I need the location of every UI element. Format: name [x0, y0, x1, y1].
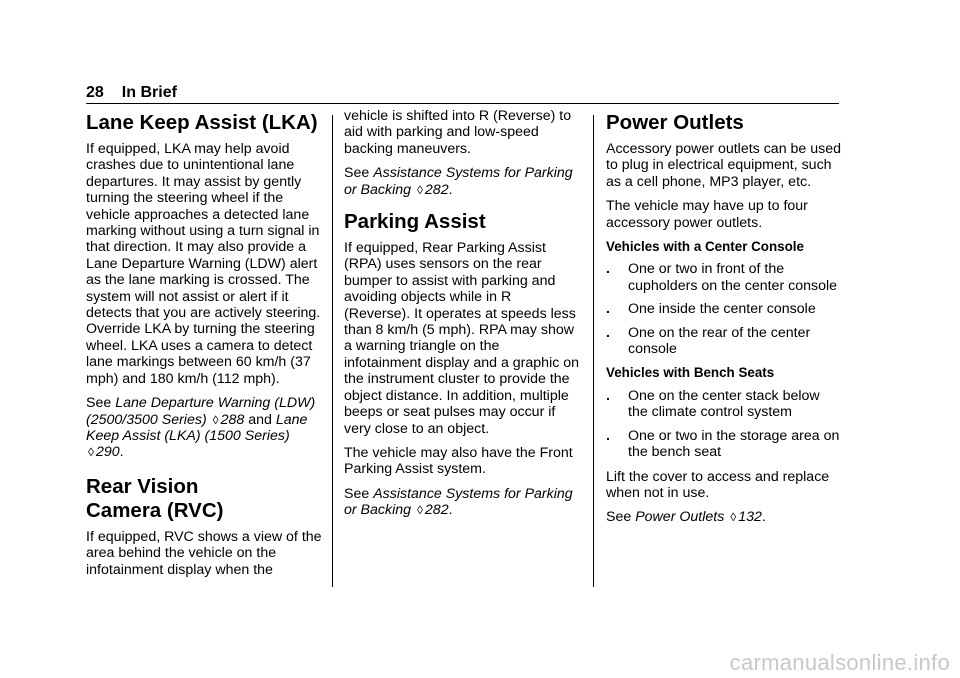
column-2: [344, 108, 580, 527]
list-item: . One or two in the storage area on the bench seat: [606, 427, 840, 461]
ref-ldw-page[interactable]: 288: [220, 411, 245, 428]
rvc-heading: [86, 475, 324, 523]
parking-assist-body: If equipped, Rear Parking Assist (RPA) uses sensors on the rear bumper to assist with parking and avoiding objects while in R (Reverse). It operates at speeds less than 8 km/h (5 mph). RPA may show a warning triangle on the infotainment display and a graphic on the instrument cluster to provide the object distance. In addition, multiple beeps or seat pulses may occur if very close to an object.: [344, 240, 580, 437]
list-item: . One on the rear of the center console: [606, 324, 811, 358]
ref-lka-link[interactable]: Lane Keep Assist (LKA) (1500 Series): [86, 411, 308, 444]
page-ref-icon: ◊: [416, 503, 423, 518]
page-ref-icon: ◊: [88, 445, 94, 460]
see-label: See: [344, 485, 370, 502]
lka-body: If equipped, LKA may help avoid crashes due to unintentional lane departures. It may assist by gently turning the steering wheel if the vehicle approaches a detected lane marking without using a turn signal in that direction. It may also provide a Lane Departure Warning (LDW) alert as the lane marking is crossed. The system will not assist or alert if it detects that you are actively steering. Override LKA by turning the steering wheel. LKA uses a camera to detect lane markings between 60 km/h (37 mph) and 180 km/h (112 mph).: [86, 141, 321, 387]
column-divider-2: [593, 115, 594, 587]
page-header: [86, 84, 177, 102]
header-rule: [86, 103, 839, 104]
see-label: See: [606, 509, 632, 526]
rvc-heading-line2: Camera (RVC): [86, 498, 224, 522]
ref-assist-systems-link[interactable]: Assistance Systems for Parking or Backing: [344, 165, 573, 198]
console-subheading: Vehicles with a Center Console: [606, 239, 804, 255]
ref-ldw-link[interactable]: Lane Departure Warning (LDW) (2500/3500 Series): [86, 395, 316, 428]
power-intro: Accessory power outlets can be used to plug in electrical equipment, such as a cell phone, MP3 player, etc.: [606, 141, 842, 190]
ref-assist-systems-link[interactable]: Assistance Systems for Parking or Backing: [344, 485, 573, 519]
list-item: . One inside the center console: [606, 301, 816, 318]
ref-power-outlets-link[interactable]: Power Outlets: [635, 509, 725, 526]
lka-see-also: See Lane Departure Warning (LDW) (2500/3500 Series) ◊ 288 and Lane Keep Assist (LKA) (1500 Series) ◊ 290.: [86, 395, 316, 461]
parking-assist-heading: Parking Assist: [344, 210, 486, 234]
see-label: See: [344, 165, 370, 182]
parking-see-also: See Assistance Systems for Parking or Backing ◊ 282.: [344, 485, 573, 519]
bullet-icon: .: [606, 387, 610, 404]
column-1: [86, 108, 324, 586]
lka-heading: Lane Keep Assist (LKA): [86, 111, 318, 134]
list-item: . One on the center stack below the climate control system: [606, 387, 820, 421]
bench-list: [606, 388, 842, 461]
rvc-heading-line1: Rear Vision: [86, 474, 199, 498]
console-list: [606, 261, 842, 357]
ref-assist-systems-page[interactable]: 282: [424, 181, 449, 198]
rvc-body-part1: If equipped, RVC shows a view of the area behind the vehicle on the infotainment display when the: [86, 528, 322, 578]
column-3: [606, 108, 842, 534]
column-divider-1: [332, 115, 333, 587]
bullet-icon: .: [606, 301, 610, 318]
list-item: . One or two in front of the cupholders on the center console: [606, 261, 838, 294]
watermark: carmanualsonline.info: [729, 650, 950, 675]
bullet-icon: .: [606, 324, 610, 341]
power-outlets-heading: Power Outlets: [606, 111, 744, 134]
power-see-also: See Power Outlets ◊ 132.: [606, 509, 766, 526]
page-ref-icon: ◊: [212, 412, 219, 427]
section-title: In Brief: [121, 84, 177, 101]
power-lift-cover: Lift the cover to access and replace when not in use.: [606, 468, 830, 501]
page-ref-icon: ◊: [730, 510, 737, 525]
page-number: 28: [86, 84, 104, 101]
bullet-icon: .: [606, 261, 610, 278]
parking-assist-body2: The vehicle may also have the Front Parking Assist system.: [344, 444, 573, 478]
ref-power-outlets-page[interactable]: 132: [738, 509, 762, 526]
bullet-icon: .: [606, 427, 610, 444]
rvc-body-part2: vehicle is shifted into R (Reverse) to aid with parking and low-speed backing maneuvers.: [344, 108, 572, 157]
ref-assist-systems-page[interactable]: 282: [424, 502, 449, 519]
and-label: and: [248, 411, 272, 428]
ref-lka-page[interactable]: 290: [95, 444, 120, 461]
see-label: See: [86, 395, 112, 412]
rvc-see-also: See Assistance Systems for Parking or Backing ◊ 282.: [344, 165, 573, 198]
page-ref-icon: ◊: [416, 182, 423, 197]
power-count: The vehicle may have up to four accessory power outlets.: [606, 198, 808, 231]
bench-subheading: Vehicles with Bench Seats: [606, 365, 775, 381]
